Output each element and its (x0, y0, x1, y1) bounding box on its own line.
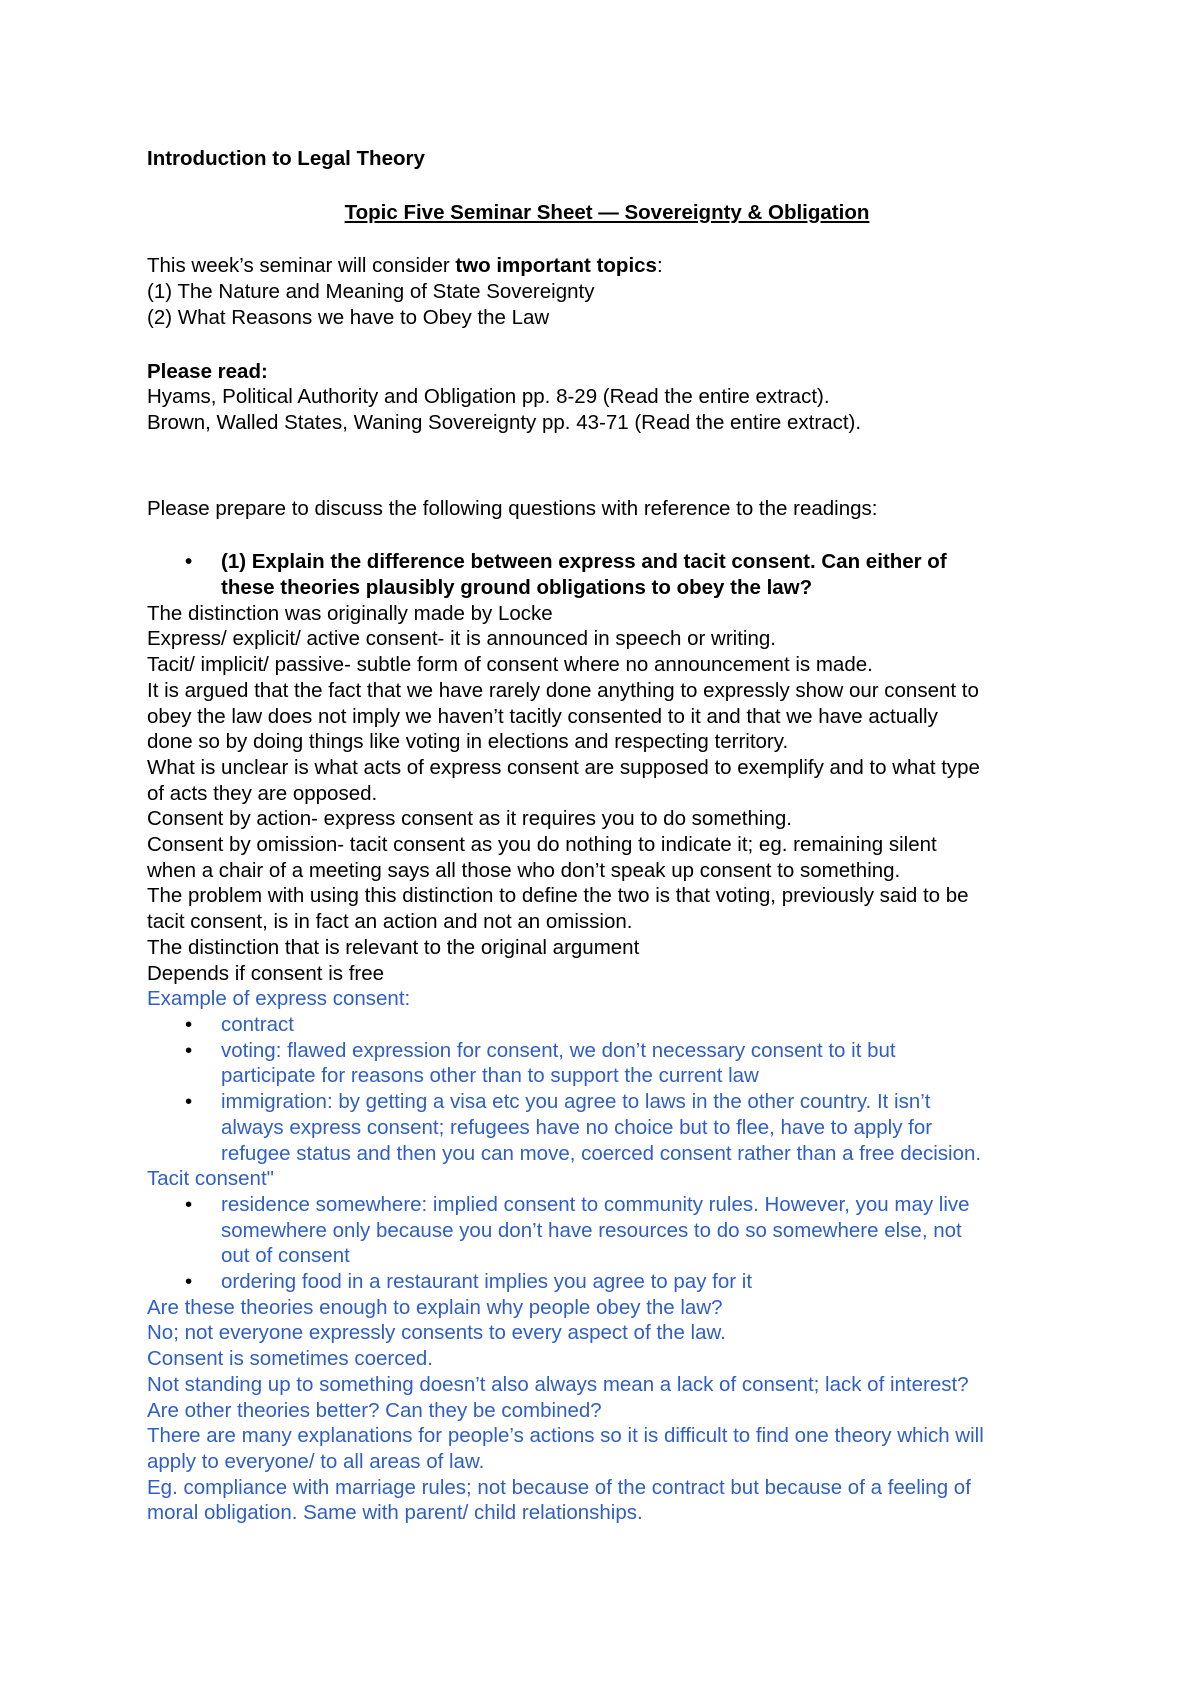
list-item-line: immigration: by getting a visa etc you agree to laws in the other country. It isn’t (221, 1090, 931, 1114)
note-line: Eg. compliance with marriage rules; not because of the contract but because of a feeling of (147, 1475, 971, 1499)
note-line: obey the law does not imply we haven’t tacitly consented to it and that we have actually (147, 704, 938, 728)
intro-after: : (656, 254, 663, 278)
intro-before: This week’s seminar will consider (147, 254, 456, 278)
intro-bold: two important topics (455, 254, 657, 278)
note-line: What is unclear is what acts of express consent are supposed to exemplify and to what type (147, 755, 980, 779)
note-line: Consent by action- express consent as it requires you to do something. (147, 807, 792, 831)
question-bullet-item (147, 549, 1067, 600)
bullet-icon: • (185, 550, 193, 574)
list-item (147, 1038, 1067, 1089)
note-line: Express/ explicit/ active consent- it is announced in speech or writing. (147, 627, 776, 651)
sheet-title: Topic Five Seminar Sheet — Sovereignty & Obligation (344, 200, 870, 224)
bullet-icon: • (185, 1270, 193, 1294)
bullet-icon: • (185, 1090, 193, 1114)
bullet-icon: • (185, 1192, 193, 1216)
note-line: Depends if consent is free (147, 961, 385, 985)
list-item-line: voting: flawed expression for consent, we don’t necessary consent to it but (221, 1038, 896, 1062)
list-item (147, 1089, 1067, 1166)
list-item-line: ordering food in a restaurant implies you agree to pay for it (221, 1270, 753, 1294)
note-line: done so by doing things like voting in elections and respecting territory. (147, 730, 789, 754)
reading-item: Hyams, Political Authority and Obligation pp. 8-29 (Read the entire extract). (147, 385, 830, 409)
list-item-line: refugee status and then you can move, coerced consent rather than a free decision. (221, 1141, 982, 1165)
list-item-line: always express consent; refugees have no choice but to flee, have to apply for (221, 1115, 933, 1139)
list-item-line: somewhere only because you don’t have resources to do so somewhere else, not (221, 1218, 962, 1242)
note-line: when a chair of a meeting says all those who don’t speak up consent to something. (147, 858, 901, 882)
note-line: The problem with using this distinction to define the two is that voting, previously said to be (147, 884, 969, 908)
reading-item: Brown, Walled States, Waning Sovereignty pp. 43-71 (Read the entire extract). (147, 410, 862, 434)
note-line: It is argued that the fact that we have rarely done anything to expressly show our consent to (147, 678, 979, 702)
bullet-icon: • (185, 1038, 193, 1062)
note-line: Consent by omission- tacit consent as you do nothing to indicate it; eg. remaining silent (147, 833, 937, 857)
list-item (147, 1012, 1067, 1038)
note-line: There are many explanations for people’s actions so it is difficult to find one theory which will (147, 1424, 984, 1448)
discussion-prompt: Please prepare to discuss the following questions with reference to the readings: (147, 496, 878, 520)
tacit-heading: Tacit consent" (147, 1167, 274, 1191)
reading-heading: Please read: (147, 359, 268, 383)
note-line: moral obligation. Same with parent/ child relationships. (147, 1501, 643, 1525)
note-line: Not standing up to something doesn’t also always mean a lack of consent; lack of interest? (147, 1372, 969, 1396)
note-line: The distinction that is relevant to the original argument (147, 935, 640, 959)
notes-black (147, 601, 1067, 987)
note-line: Consent is sometimes coerced. (147, 1347, 433, 1371)
bullet-icon: • (185, 1012, 193, 1036)
question-line: these theories plausibly ground obligations to obey the law? (221, 576, 813, 600)
document-body (147, 146, 1067, 1526)
list-item-line: participate for reasons other than to support the current law (221, 1064, 759, 1088)
list-item (147, 1269, 1067, 1295)
note-line: Are other theories better? Can they be combined? (147, 1398, 602, 1422)
note-line: The distinction was originally made by Locke (147, 601, 553, 625)
note-line: of acts they are opposed. (147, 781, 378, 805)
note-line: apply to everyone/ to all areas of law. (147, 1449, 485, 1473)
list-item-line: out of consent (221, 1244, 350, 1268)
question-line: (1) Explain the difference between express and tacit consent. Can either of (221, 550, 947, 574)
note-line: No; not everyone expressly consents to every aspect of the law. (147, 1321, 726, 1345)
express-heading: Example of express consent: (147, 987, 411, 1011)
tacit-list (147, 1192, 1067, 1295)
notes-blue (147, 986, 1067, 1526)
list-item-line: contract (221, 1012, 294, 1036)
express-list (147, 1012, 1067, 1166)
note-line: Tacit/ implicit/ passive- subtle form of consent where no announcement is made. (147, 653, 873, 677)
topic-line: (2) What Reasons we have to Obey the Law (147, 305, 550, 329)
list-item (147, 1192, 1067, 1269)
note-line: tacit consent, is in fact an action and not an omission. (147, 910, 633, 934)
topic-line: (1) The Nature and Meaning of State Sovereignty (147, 280, 595, 304)
course-title: Introduction to Legal Theory (147, 147, 425, 170)
intro-text (147, 253, 1067, 279)
list-item-line: residence somewhere: implied consent to community rules. However, you may live (221, 1192, 970, 1216)
note-line: Are these theories enough to explain why people obey the law? (147, 1295, 723, 1319)
